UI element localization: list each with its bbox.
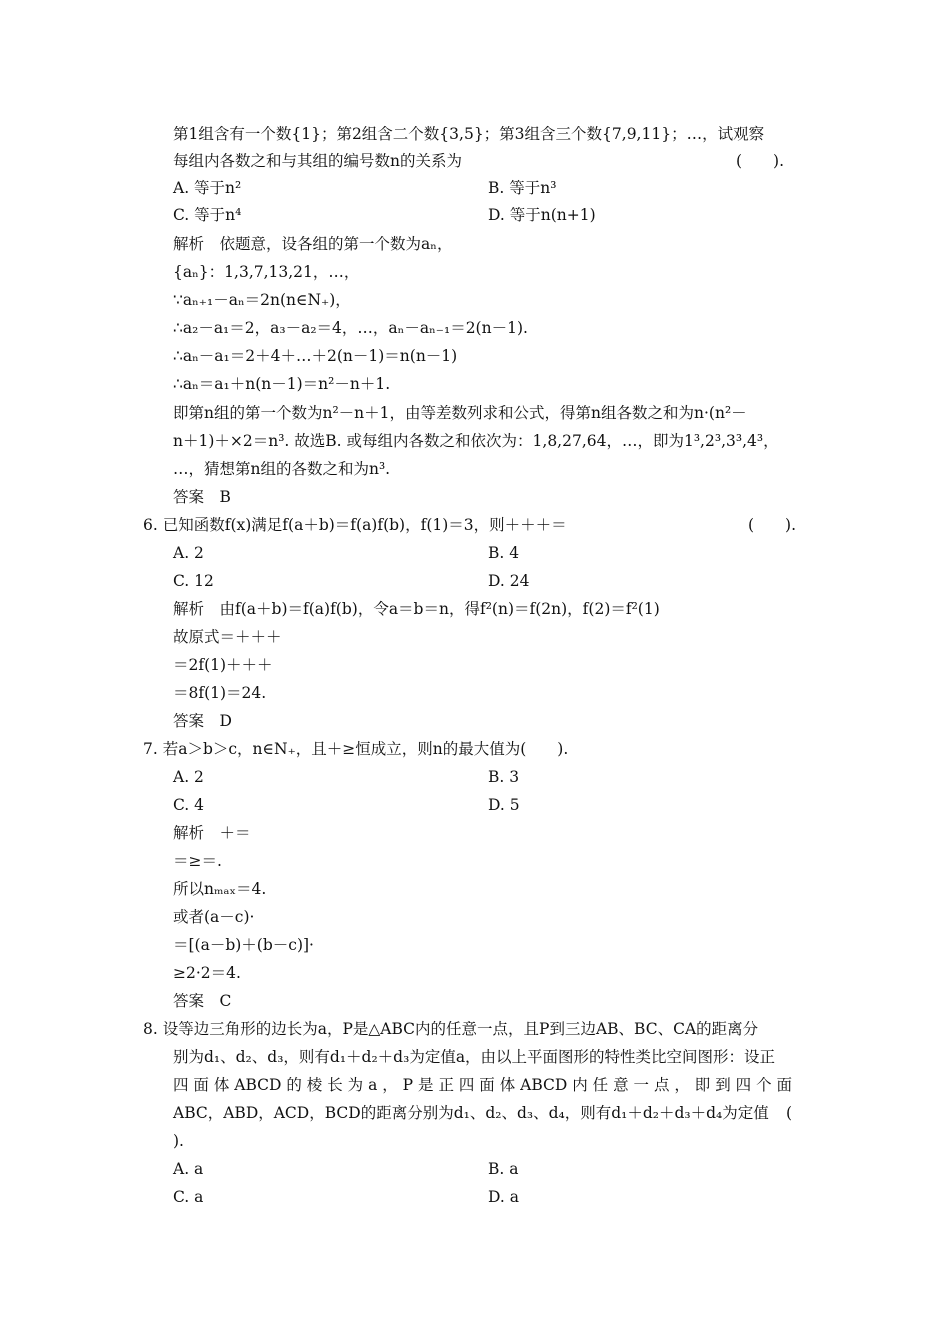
text-line: 解析 依题意，设各组的第一个数为aₙ， (173, 235, 453, 253)
text-line: 6. 已知函数f(x)满足f(a＋b)＝f(a)f(b)，f(1)＝3，则＋＋＋＝ (143, 516, 567, 534)
text-line: 第1组含有一个数{1}；第2组含二个数{3,5}；第3组含三个数{7,9,11}；…，试观察 (173, 125, 765, 143)
text-line: C. 4 (173, 796, 205, 814)
text-line: 所以nₘₐₓ＝4. (173, 880, 267, 898)
text-line: ≥2·2＝4. (173, 964, 241, 982)
text-line: ＝2f(1)＋＋＋ (173, 656, 273, 674)
text-line: ＝≥＝. (173, 852, 222, 870)
text-line: 7. 若a＞b＞c，n∈N₊，且＋≥恒成立，则n的最大值为( ). (143, 740, 569, 758)
text-line: 解析 由f(a＋b)＝f(a)f(b)，令a＝b＝n，得f²(n)＝f(2n)，f(2)＝f²(1) (173, 600, 660, 618)
text-line: 答案 B (173, 488, 231, 506)
text-line: A. 2 (173, 768, 204, 786)
text-line: ＝[(a－b)＋(b－c)]· (173, 936, 314, 954)
text-line: 8. 设等边三角形的边长为a，P是△ABC内的任意一点，且P到三边AB、BC、CA的距离分 (143, 1020, 759, 1038)
option-right: D. 等于n(n+1) (488, 206, 596, 224)
text-line: 或者(a－c)· (173, 908, 255, 926)
text-line: ). (173, 1132, 184, 1150)
option-right: B. a (488, 1160, 519, 1178)
text-line: …，猜想第n组的各数之和为n³. (173, 460, 391, 478)
text-line: A. a (173, 1160, 204, 1178)
option-right: D. 5 (488, 796, 520, 814)
text-line: ∴a₂－a₁＝2，a₃－a₂＝4，…，aₙ－aₙ₋₁＝2(n－1). (173, 319, 528, 337)
text-line: n＋1)＋×2＝n³. 故选B. 或每组内各数之和依次为：1,8,27,64，…，即为1³,2³,3³,4³， (173, 432, 779, 450)
option-right: B. 3 (488, 768, 520, 786)
option-right: D. 24 (488, 572, 530, 590)
text-line: C. a (173, 1188, 204, 1206)
text-line: A. 2 (173, 544, 204, 562)
answer-paren: ( ). (748, 516, 797, 534)
text-line: ∴aₙ－a₁＝2＋4＋…＋2(n－1)＝n(n－1) (173, 347, 458, 365)
text-line: 答案 D (173, 712, 232, 730)
text-line: 答案 C (173, 992, 232, 1010)
text-line: C. 等于n⁴ (173, 206, 242, 224)
text-line: 故原式＝＋＋＋ (173, 628, 282, 646)
text-line: 即第n组的第一个数为n²－n＋1，由等差数列求和公式，得第n组各数之和为n·(n²－ (173, 404, 747, 422)
text-line: ∴aₙ＝a₁＋n(n－1)＝n²－n＋1. (173, 375, 391, 393)
answer-paren: ( (786, 1104, 793, 1122)
text-line: 别为d₁、d₂、d₃，则有d₁＋d₂＋d₃为定值a，由以上平面图形的特性类比空间图形：设正 (173, 1048, 776, 1066)
option-right: B. 等于n³ (488, 179, 557, 197)
answer-paren: ( ). (736, 152, 785, 170)
text-line: 解析 ＋＝ (173, 824, 251, 842)
text-line: ∵aₙ₊₁－aₙ＝2n(n∈N₊)， (173, 291, 351, 309)
text-line: C. 12 (173, 572, 214, 590)
text-line: {aₙ}：1,3,7,13,21，…， (173, 263, 360, 281)
text-line: 四 面 体 ABCD 的 棱 长 为 a ， P 是 正 四 面 体 ABCD 内 任 意 一 点 ， 即 到 四 个 面 (173, 1076, 793, 1094)
option-right: D. a (488, 1188, 519, 1206)
text-line: 每组内各数之和与其组的编号数n的关系为 (173, 152, 462, 170)
option-right: B. 4 (488, 544, 520, 562)
text-line: ＝8f(1)＝24. (173, 684, 267, 702)
text-line: A. 等于n² (173, 179, 242, 197)
text-line: ABC，ABD，ACD，BCD的距离分别为d₁、d₂、d₃、d₄，则有d₁＋d₂＋d₃＋d₄为定值 (173, 1104, 769, 1122)
